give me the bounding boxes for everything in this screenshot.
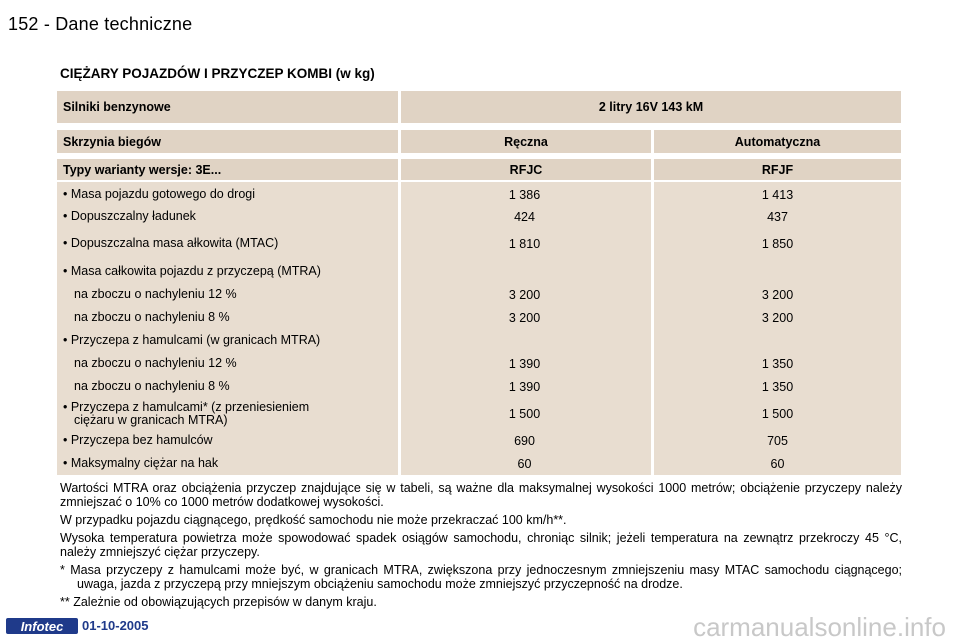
row-manual: 3 200 (508, 288, 541, 302)
watermark: carmanualsonline.info (693, 612, 946, 642)
row-label: • Masa pojazdu gotowego do drogi (63, 187, 256, 201)
row-label: • Masa całkowita pojazdu z przyczepą (MTRA) (63, 264, 321, 278)
footnote-star: * Masa przyczepy z hamulcami może być, w granicach MTRA, zwiększona przy jednoczesnym zmniejszeniu masy MTAC samochodu ciągnącego; uwaga, jazda z przyczepą przy mniejszym obciążeniu samochodu może zmniejszyć przyczepność na drodze. (60, 563, 902, 591)
row-auto: 60 (770, 457, 785, 471)
gearbox-label: Skrzynia biegów (57, 130, 398, 153)
engine-row (57, 91, 901, 123)
row-manual: 1 500 (508, 407, 541, 421)
row-auto: 705 (767, 434, 788, 448)
row-label: • Dopuszczalna masa ałkowita (MTAC) (63, 236, 279, 250)
types-row (57, 159, 901, 180)
row-manual: 1 386 (508, 188, 541, 202)
row-manual: 1 390 (508, 357, 541, 371)
row-auto: 437 (767, 210, 788, 224)
row-auto: 3 200 (761, 311, 794, 325)
row-label: • Przyczepa z hamulcami (w granicach MTRA) (63, 333, 321, 347)
row-manual: 3 200 (508, 311, 541, 325)
infotec-logo: Infotec (6, 618, 78, 634)
row-label: na zboczu o nachyleniu 12 % (74, 356, 237, 370)
row-manual: 690 (514, 434, 535, 448)
engine-value: 2 litry 16V 143 kM (401, 91, 901, 123)
row-auto: 1 500 (761, 407, 794, 421)
row-auto: 1 350 (761, 357, 794, 371)
row-manual: 1 810 (508, 237, 541, 251)
footnote-double-star: ** Zależnie od obowiązujących przepisów w danym kraju. (60, 595, 377, 609)
row-label: • Przyczepa z hamulcami* (z przeniesieniem (63, 400, 310, 414)
row-auto: 1 413 (761, 188, 794, 202)
row-label: • Przyczepa bez hamulców (63, 433, 213, 447)
note-paragraph: W przypadku pojazdu ciągnącego, prędkość samochodu nie może przekraczać 100 km/h**. (60, 513, 567, 527)
type-auto: RFJF (654, 159, 901, 180)
engine-label: Silniki benzynowe (57, 91, 398, 123)
notes (60, 481, 902, 613)
row-manual: 1 390 (508, 380, 541, 394)
row-auto: 3 200 (761, 288, 794, 302)
section-title: CIĘŻARY POJAZDÓW I PRZYCZEP KOMBI (w kg) (60, 66, 375, 81)
row-label: • Dopuszczalny ładunek (63, 209, 196, 223)
page-title: 152 - Dane techniczne (8, 14, 193, 34)
row-label: na zboczu o nachyleniu 8 % (74, 379, 230, 393)
gearbox-row (57, 130, 901, 153)
note-paragraph: Wysoka temperatura powietrza może spowodować spadek osiągów samochodu, chroniąc silnik; jeżeli temperatura na zewnątrz przekroczy 45 °C, należy zmniejszyć ciężar przyczepy. (60, 531, 902, 559)
gearbox-auto: Automatyczna (654, 130, 901, 153)
row-label: na zboczu o nachyleniu 8 % (74, 310, 230, 324)
row-label: na zboczu o nachyleniu 12 % (74, 287, 237, 301)
body-bg-col3 (654, 182, 901, 475)
row-auto: 1 350 (761, 380, 794, 394)
body-bg-col1 (57, 182, 398, 475)
type-manual: RFJC (401, 159, 651, 180)
row-manual: 424 (514, 210, 535, 224)
row-auto: 1 850 (761, 237, 794, 251)
row-manual: 60 (517, 457, 532, 471)
types-label: Typy warianty wersje: 3E... (57, 159, 398, 180)
row-label: • Maksymalny ciężar na hak (63, 456, 219, 470)
row-label-continued: ciężaru w granicach MTRA) (74, 413, 228, 427)
gearbox-manual: Ręczna (401, 130, 651, 153)
note-paragraph: Wartości MTRA oraz obciążenia przyczep znajdujące się w tabeli, są ważne dla maksymalnej wysokości 1000 metrów; obciążenie przyczepy należy zmniejszać o 10% co 1000 metrów dodatkowej wysokości. (60, 481, 902, 509)
footer-date: 01-10-2005 (82, 618, 149, 633)
body-bg-col2 (401, 182, 651, 475)
